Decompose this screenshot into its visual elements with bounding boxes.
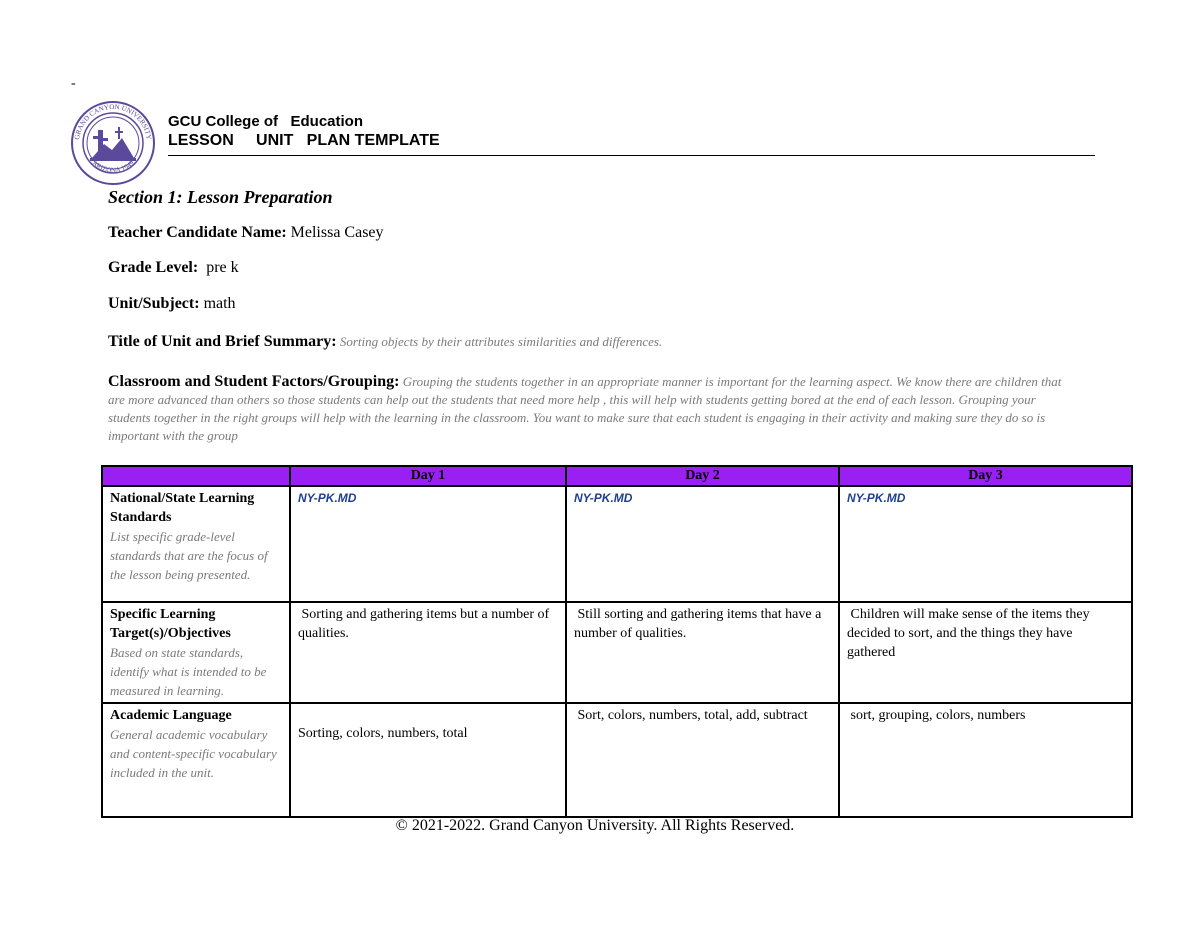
grouping-field [108, 373, 1078, 445]
row-description: General academic vocabulary and content-specific vocabulary included in the unit. [110, 727, 277, 780]
table-cell: Sorting, colors, numbers, total [290, 703, 566, 817]
standard-code: NY-PK.MD [847, 491, 906, 505]
row-label-cell [102, 703, 290, 817]
table-header-row [102, 466, 1132, 486]
unit-summary-value: Sorting objects by their attributes similarities and differences. [336, 334, 663, 349]
row-label: Specific Learning Target(s)/Objectives [110, 607, 231, 641]
logo-bottom-text: ARIZONA 1949 [90, 159, 136, 175]
teacher-name-label: Teacher Candidate Name: [108, 224, 287, 241]
row-label-cell [102, 486, 290, 602]
top-dash: - [71, 76, 76, 91]
table-cell: sort, grouping, colors, numbers [839, 703, 1132, 817]
row-label-cell [102, 602, 290, 703]
table-row-objectives [102, 602, 1132, 703]
header-cell-day-1: Day 1 [290, 466, 566, 486]
lesson-plan-table [101, 465, 1133, 818]
header-cell-day-3: Day 3 [839, 466, 1132, 486]
unit-summary-field [108, 333, 662, 351]
unit-subject-value: math [199, 295, 236, 312]
row-label: National/State Learning Standards [110, 491, 255, 525]
row-label: Academic Language [110, 708, 232, 723]
row-description: Based on state standards, identify what is intended to be measured in learning. [110, 645, 267, 698]
document-header [168, 113, 440, 150]
grade-level-label: Grade Level: [108, 259, 199, 276]
table-cell: Children will make sense of the items they decided to sort, and the things they have gathered [839, 602, 1132, 703]
unit-summary-label: Title of Unit and Brief Summary: [108, 333, 337, 350]
grouping-label: Classroom and Student Factors/Grouping: [108, 373, 400, 390]
standard-code: NY-PK.MD [574, 491, 633, 505]
unit-subject-field [108, 295, 236, 313]
table-cell: Sort, colors, numbers, total, add, subtract [566, 703, 839, 817]
table-cell [839, 486, 1132, 602]
college-name: GCU College of Education [168, 113, 364, 130]
copyright-footer: © 2021-2022. Grand Canyon University. All Rights Reserved. [395, 817, 795, 834]
table-row-academic-language [102, 703, 1132, 817]
header-rule [168, 155, 1095, 156]
row-description: List specific grade-level standards that are the focus of the lesson being presented. [110, 529, 268, 582]
plan-template-title: LESSON UNIT PLAN TEMPLATE [168, 132, 440, 149]
standard-code: NY-PK.MD [298, 491, 357, 505]
unit-subject-label: Unit/Subject: [108, 295, 200, 312]
table-cell: Still sorting and gathering items that have a number of qualities. [566, 602, 839, 703]
section-title: Section 1: Lesson Preparation [108, 187, 333, 207]
logo-top-text: GRAND CANYON UNIVERSITY [73, 102, 153, 141]
teacher-name-field [108, 224, 384, 242]
grouping-value: Grouping the students together in an appropriate manner is important for the learning aspect. We know there are children that are more advanced than others so those students can help out the students that need more help , this will help with students getting bored at the end of each lesson. Grouping your students together in the right groups will help with the learning in the classroom. You want to make sure that each student is engaging in their activity and making sure they do so is important with the group [108, 374, 1062, 443]
gcu-seal-logo [70, 100, 156, 186]
header-cell-blank [102, 466, 290, 486]
grade-level-field [108, 259, 239, 277]
grade-level-value: pre k [198, 259, 239, 276]
table-cell [290, 486, 566, 602]
table-cell [566, 486, 839, 602]
teacher-name-value: Melissa Casey [286, 224, 384, 241]
header-cell-day-2: Day 2 [566, 466, 839, 486]
table-cell: Sorting and gathering items but a number of qualities. [290, 602, 566, 703]
table-row-standards [102, 486, 1132, 602]
